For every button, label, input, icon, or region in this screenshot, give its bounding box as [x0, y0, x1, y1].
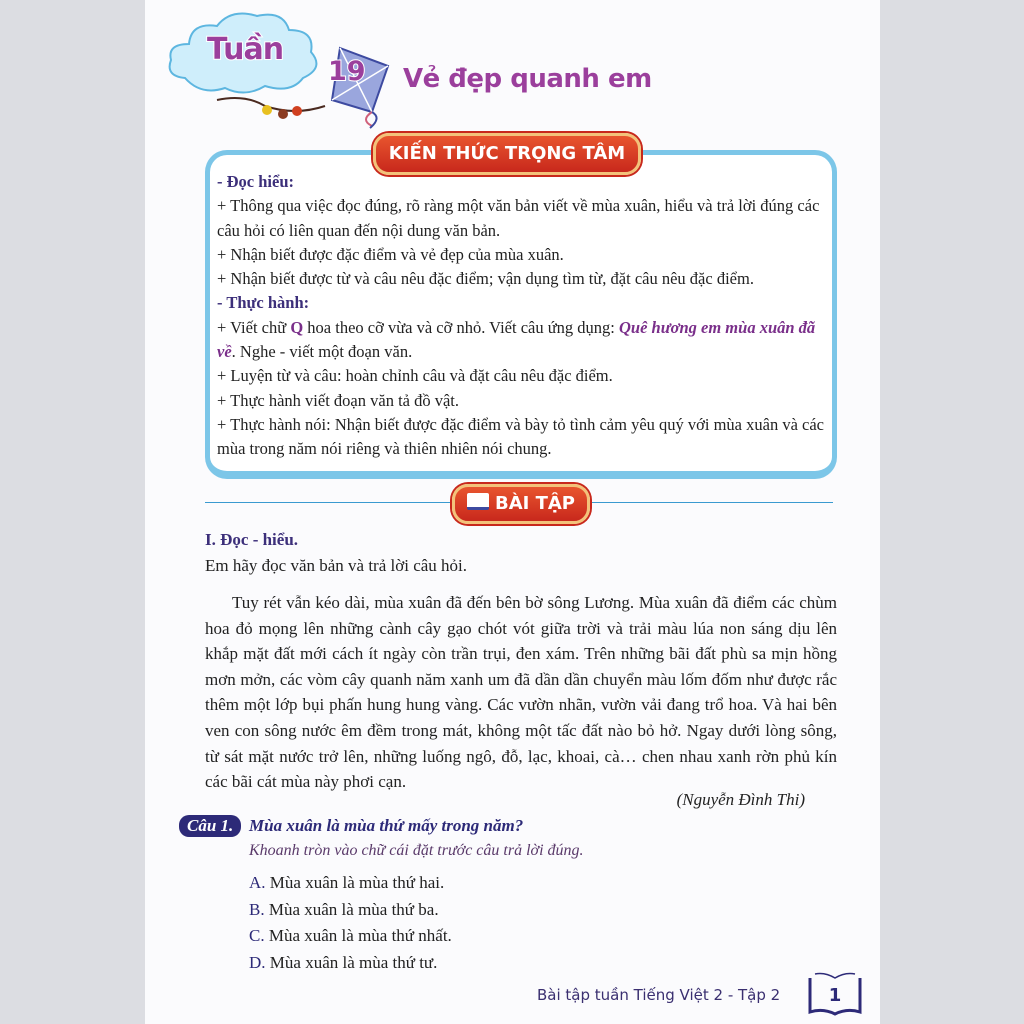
reading-item: + Thông qua việc đọc đúng, rõ ràng một văn bản viết về mùa xuân, hiểu và trả lời đúng các câu hỏi có liên quan đến nội dung văn bản.: [217, 196, 820, 240]
question-instruction: Khoanh tròn vào chữ cái đặt trước câu trả lời đúng.: [249, 842, 584, 859]
reading-item: + Nhận biết được đặc điểm và vẻ đẹp của mùa xuân.: [217, 244, 564, 264]
option-letter: A.: [249, 873, 266, 892]
book-title: Bài tập tuần Tiếng Việt 2 - Tập 2: [537, 986, 781, 1004]
text: hoa theo cỡ vừa và cỡ nhỏ. Viết câu ứng dụng:: [303, 317, 620, 337]
page-title: Vẻ đẹp quanh em: [403, 64, 652, 94]
option-text: Mùa xuân là mùa thứ nhất.: [264, 926, 452, 945]
kite-tail-icon: [215, 92, 335, 122]
reading-heading: - Đọc hiểu:: [217, 172, 294, 191]
letter-q: Q: [290, 317, 304, 337]
practice-item: + Luyện từ và câu: hoàn chỉnh câu và đặt câu nêu đặc điểm.: [217, 366, 613, 386]
practice-item: + Thực hành viết đoạn văn tả đồ vật.: [217, 390, 460, 410]
exercises-banner-label: BÀI TẬP: [494, 493, 575, 514]
practice-heading: - Thực hành:: [217, 293, 310, 313]
key-knowledge-content: [217, 170, 827, 462]
applied-sentence: Quê hương em mùa xuân đã về: [217, 317, 816, 362]
reading-item: + Nhận biết được từ và câu nêu đặc điểm; vận dụng tìm từ, đặt câu nêu đặc điểm.: [217, 269, 754, 289]
answer-option-a[interactable]: [249, 873, 444, 893]
question-text: Mùa xuân là mùa thứ mấy trong năm?: [249, 816, 524, 835]
option-letter: C.: [249, 926, 265, 945]
workbook-page: [145, 0, 880, 1024]
week-label: Tuần: [207, 32, 284, 67]
section-heading: I. Đọc - hiểu.: [205, 530, 299, 549]
option-text: Mùa xuân là mùa thứ tư.: [265, 953, 438, 972]
passage-author: (Nguyễn Đình Thi): [676, 790, 805, 809]
option-text: Mùa xuân là mùa thứ hai.: [265, 873, 445, 892]
reading-passage: Tuy rét vẫn kéo dài, mùa xuân đã đến bên bờ sông Lương. Mùa xuân đã điểm các chùm hoa đỏ mọng lên những cành cây gạo chót vót giữa trời và trải màu lúa non sáng dịu lên khắp mặt đất mới cách ít ngày còn trần trụi, đen xám. Trên những bãi đất phù sa mịn hồng mơn mởn, các vòm cây quanh năm xanh um đã dần dần chuyển màu lốm đốm như được rắc thêm một lớp bụi phấn hung hung vàng. Các vườn nhãn, vườn vải đang trổ hoa. Và hai bên ven con sông nước êm đềm trong mát, không một tấc đất nào bỏ hở. Ngay dưới lòng sông, từ sát mặt nước trở lên, những luống ngô, đỗ, lạc, khoai, cà… chen nhau xanh rờn phủ kín các bãi cát mùa này phơi cạn.: [205, 593, 837, 792]
text: . Nghe - viết một đoạn văn.: [231, 342, 413, 362]
answer-option-b[interactable]: [249, 900, 439, 920]
week-number: 19: [328, 56, 366, 87]
question-badge: Câu 1.: [179, 815, 241, 837]
practice-item: [217, 316, 827, 365]
answer-option-d[interactable]: [249, 953, 437, 973]
option-letter: D.: [249, 953, 266, 972]
option-letter: B.: [249, 900, 265, 919]
page-number: 1: [828, 985, 842, 1006]
practice-item: + Thực hành nói: Nhận biết được đặc điểm và bày tỏ tình cảm yêu quý với mùa xuân và các mùa trong năm nói riêng và thiên nhiên nói chung.: [217, 414, 824, 459]
reading-instruction: Em hãy đọc văn bản và trả lời câu hỏi.: [205, 556, 468, 575]
option-text: Mùa xuân là mùa thứ ba.: [264, 900, 439, 919]
book-icon: [467, 493, 489, 510]
key-knowledge-banner: KIẾN THỨC TRỌNG TÂM: [373, 133, 641, 175]
exercises-banner: [452, 484, 590, 524]
answer-option-c[interactable]: [249, 926, 452, 946]
text: + Viết chữ: [217, 317, 291, 337]
